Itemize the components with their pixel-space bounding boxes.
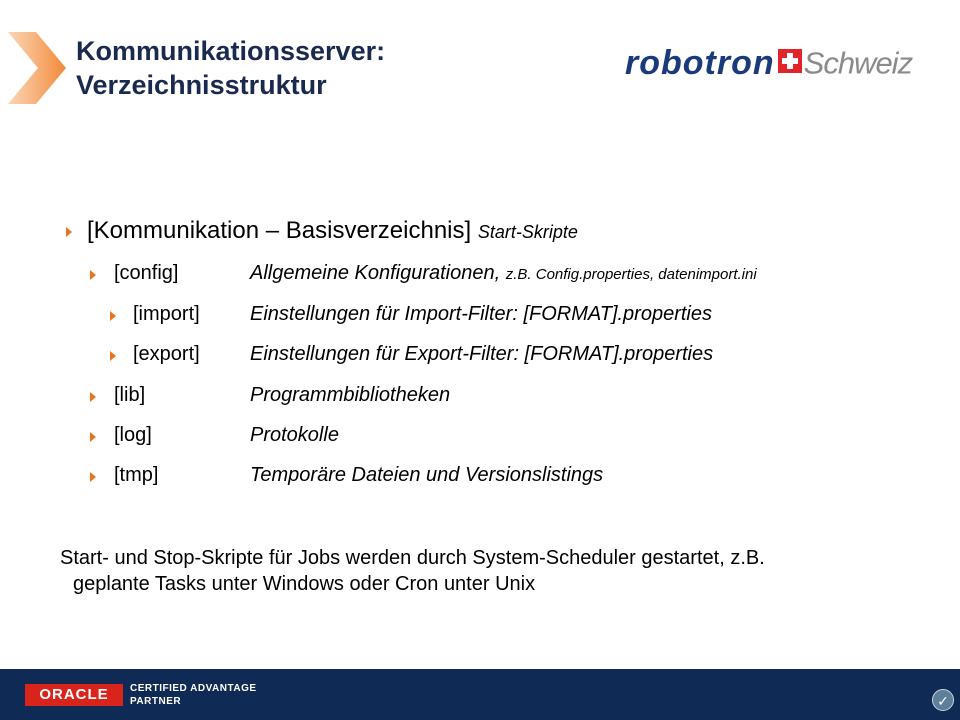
bullet-icon [110,351,116,361]
dir-label: [lib] [114,384,146,406]
main-directory-desc: Start-Skripte [477,222,578,242]
dir-item-import [133,303,200,326]
dir-label: [tmp] [114,464,159,486]
dir-item-export [133,343,200,366]
bullet-icon [66,227,72,237]
dir-item-log [114,424,152,447]
bullet-icon [90,472,96,482]
dir-desc-config: Allgemeine Konfigurationen, z.B. Config.properties, datenimport.ini [250,262,757,284]
bullet-icon [110,311,116,321]
main-directory-item [87,217,578,245]
dir-desc-export: Einstellungen für Export-Filter: [FORMAT].properties [250,343,714,365]
scheduler-note [60,545,920,597]
dir-desc-tmp: Temporäre Dateien und Versionslistings [250,464,604,486]
certified-partner-label: CERTIFIED ADVANTAGE PARTNER [130,683,257,707]
note-line-1: Start- und Stop-Skripte für Jobs werden durch System-Scheduler gestartet, z.B. [60,547,765,569]
dir-desc-example: z.B. Config.properties, datenimport.ini [505,266,757,283]
dir-item-lib [114,384,145,407]
dir-item-tmp [114,464,158,487]
swiss-cross-icon [778,49,802,73]
bullet-icon [90,432,96,442]
chevron-logo-icon [6,30,68,106]
dir-item-config [114,262,178,285]
title-line-2: Verzeichnisstruktur [76,70,327,100]
main-directory-label: [Kommunikation – Basisverzeichnis] [87,217,472,244]
logo-robotron-text: robotron [625,44,775,82]
check-arrow-icon[interactable]: ✓ [932,689,954,711]
dir-desc-import: Einstellungen für Import-Filter: [FORMAT].properties [250,303,712,325]
dir-label: [import] [133,303,200,325]
dir-label: [config] [114,262,179,284]
note-line-2: geplante Tasks unter Windows oder Cron unter Unix [73,573,536,595]
dir-label: [export] [133,343,200,365]
footer-bar [0,669,960,720]
page-title [76,34,385,102]
bullet-icon [90,392,96,402]
oracle-logo: ORACLE [25,684,123,706]
dir-desc-lib: Programmbibliotheken [250,384,451,406]
bullet-icon [90,270,96,280]
dir-label: [log] [114,424,152,446]
robotron-schweiz-logo [625,44,912,84]
title-line-1: Kommunikationsserver: [76,36,386,66]
logo-schweiz-text: Schweiz [803,45,913,81]
dir-desc-log: Protokolle [250,424,339,446]
